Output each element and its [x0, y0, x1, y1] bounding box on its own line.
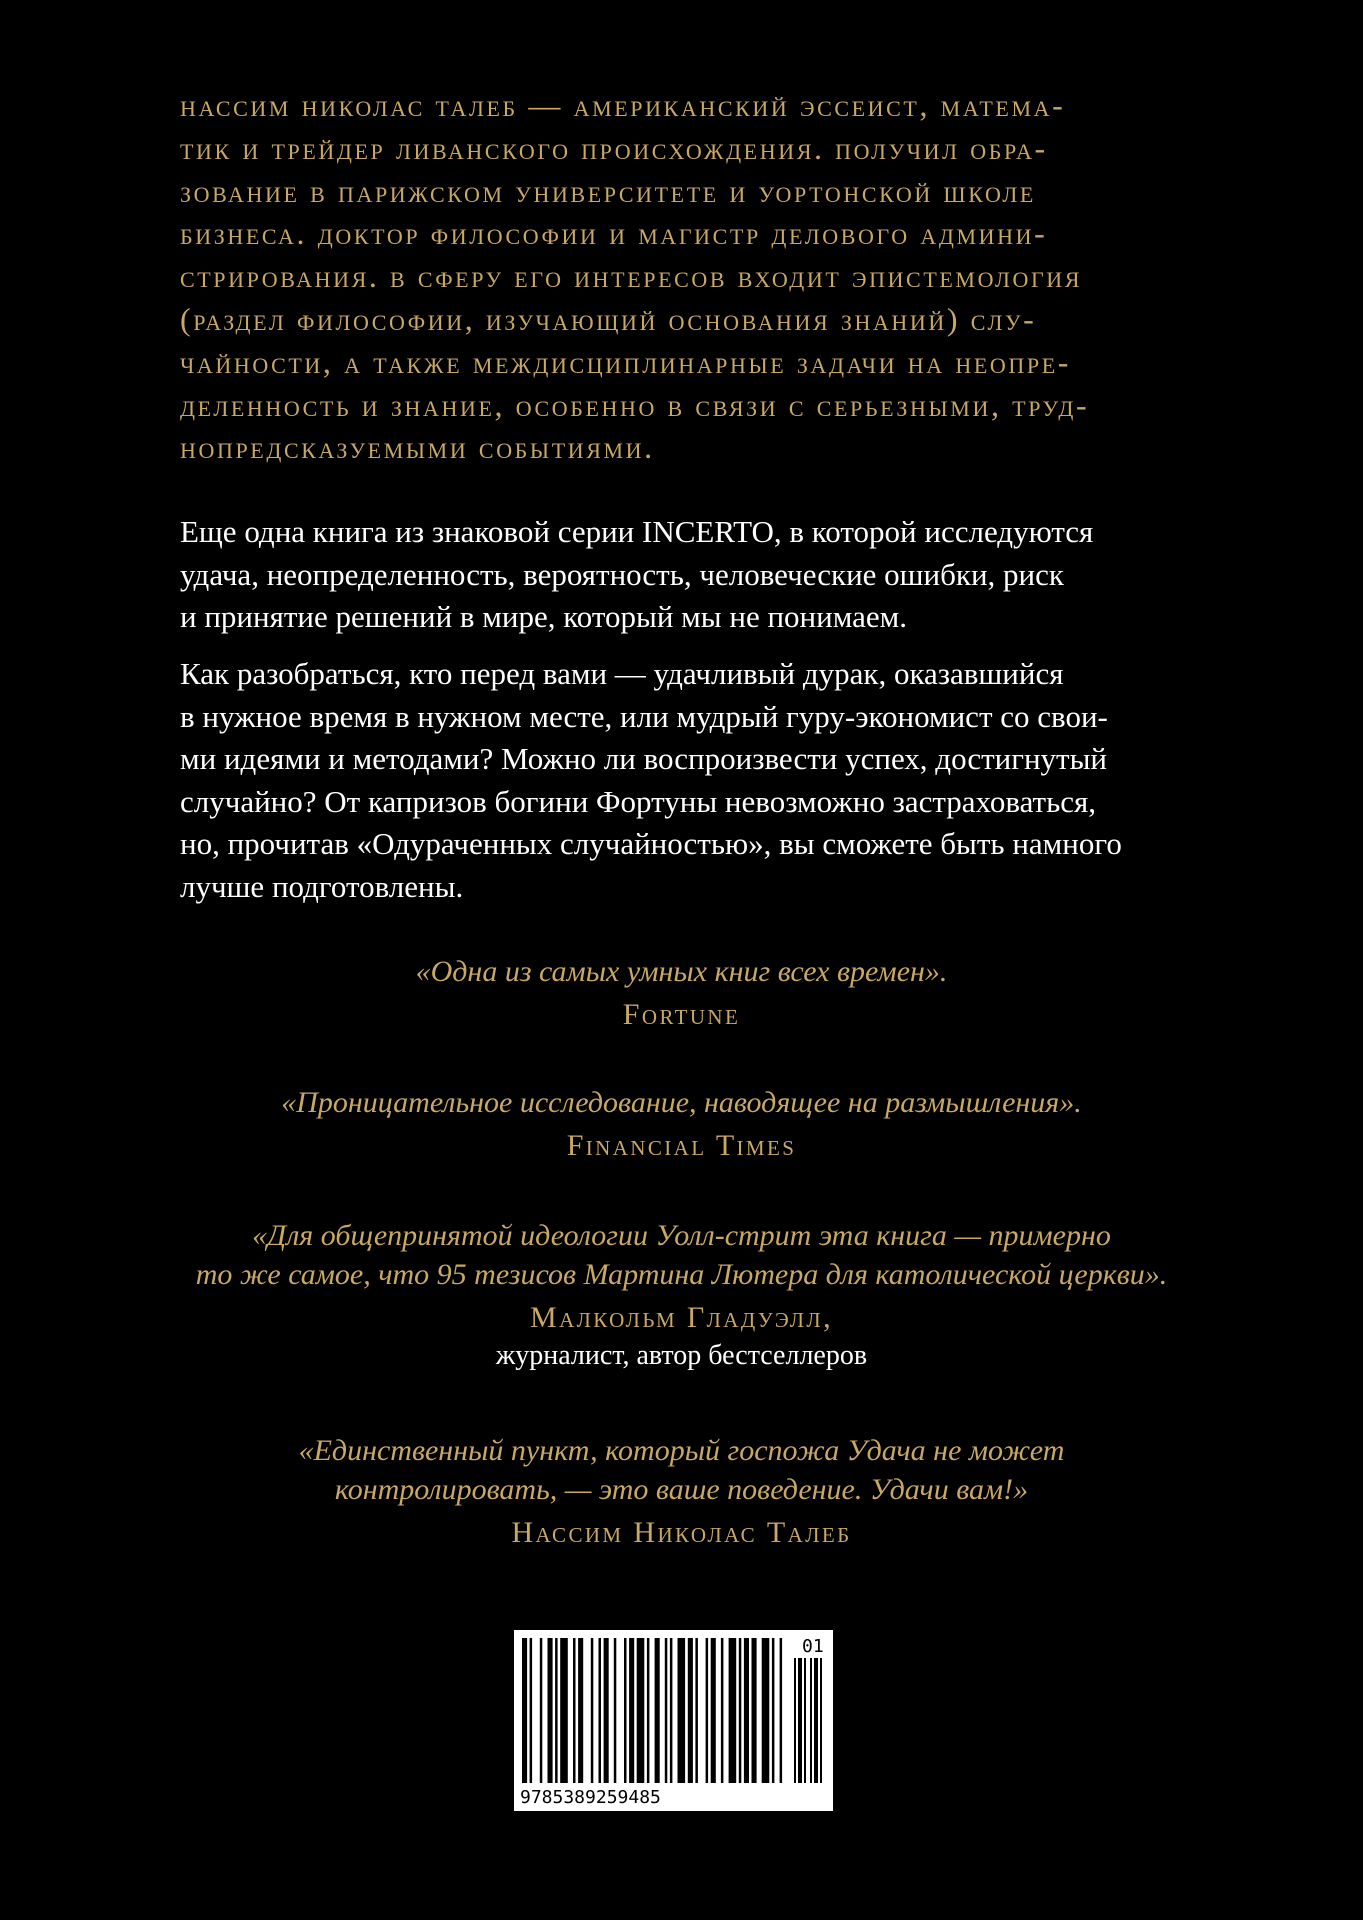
isbn-barcode — [514, 1630, 833, 1811]
barcode-bar — [762, 1638, 770, 1783]
barcode-bar — [711, 1638, 716, 1783]
barcode-graphic — [514, 1630, 833, 1811]
barcode-addon: 01 — [802, 1636, 824, 1657]
bio-line: (раздел философии, изучающий основания знаний) слу- — [180, 300, 1037, 337]
bio-line: бизнеса. доктор философии и магистр делового админи- — [180, 215, 1048, 252]
barcode-addon-bar — [810, 1658, 812, 1783]
barcode-digits: 9785389259485 — [520, 1787, 661, 1808]
barcode-bar — [721, 1638, 724, 1783]
description-line: но, прочитав «Одураченных случайностью», вы сможете быть намного — [180, 826, 1122, 861]
description-line: случайно? От капризов богини Фортуны невозможно застраховаться, — [180, 783, 1097, 819]
barcode-bar — [637, 1638, 645, 1783]
bio-line: чайности, а также междисциплинарные задачи на неопре- — [180, 343, 1071, 380]
quote-text: «Проницательное исследование, наводящее на размышления». — [281, 1086, 1082, 1119]
description-paragraph-1 — [180, 511, 1168, 639]
quote-text: «Одна из самых умных книг всех времен». — [415, 955, 948, 988]
barcode-bar — [655, 1638, 660, 1783]
barcode-bar — [548, 1638, 553, 1783]
description-line: Еще одна книга из знаковой серии INCERTO, в которой исследуются — [180, 514, 1094, 549]
barcode-bar — [780, 1638, 783, 1783]
quote-text: контролировать, — это ваше поведение. Удачи вам!» — [334, 1473, 1029, 1506]
barcode-bar — [744, 1638, 749, 1783]
barcode-bar — [614, 1638, 617, 1783]
barcode-bar — [729, 1638, 737, 1783]
quote-text: то же самое, что 95 тезисов Мартина Лютера для католической церкви». — [195, 1258, 1168, 1291]
bio-line: нассим николас талеб — американский эссеист, матема- — [180, 87, 1066, 123]
barcode-bar — [599, 1638, 602, 1783]
barcode-addon-bar — [798, 1658, 802, 1783]
barcode-bars — [522, 1638, 822, 1783]
quote-text: «Для общепринятой идеологии Уолл-стрит эта книга — примерно — [252, 1219, 1111, 1252]
quote-source: Fortune — [622, 998, 741, 1031]
barcode-bar — [530, 1638, 533, 1783]
description-line: ми идеями и методами? Можно ли воспроизвести успех, достигнутый — [180, 741, 1108, 776]
description-line: и принятие решений в мире, который мы не понимаем. — [180, 599, 908, 634]
barcode-bar — [573, 1638, 576, 1783]
description-paragraph-2 — [180, 653, 1168, 908]
description-line: лучше подготовлены. — [180, 868, 464, 904]
description-line: Как разобраться, кто перед вами — удачливый дурак, оказавшийся — [180, 656, 1064, 691]
barcode-bar — [670, 1638, 673, 1783]
barcode-bar — [647, 1638, 650, 1783]
barcode-bar — [629, 1638, 634, 1783]
review-quote-gladwell — [130, 1216, 1233, 1375]
quote-source-role: журналист, автор бестселлеров — [495, 1340, 868, 1371]
bio-line: деленность и знание, особенно в связи с серьезными, труд- — [180, 386, 1090, 423]
barcode-bar — [578, 1638, 583, 1783]
barcode-addon-bar — [794, 1658, 796, 1783]
barcode-bar — [555, 1638, 558, 1783]
barcode-bar — [678, 1638, 686, 1783]
quote-text: «Единственный пункт, который госпожа Удача не может — [298, 1434, 1065, 1467]
bio-line: тик и трейдер ливанского происхождения. получил обра- — [180, 129, 1048, 166]
quote-source: Financial Times — [566, 1129, 797, 1162]
barcode-bar — [688, 1638, 693, 1783]
review-quote-financial-times — [130, 1083, 1233, 1165]
barcode-bar — [772, 1638, 775, 1783]
barcode-bar — [624, 1638, 627, 1783]
bio-line: стрирования. в сферу его интересов входит эпистемология — [180, 258, 1083, 295]
barcode-bar — [540, 1638, 543, 1783]
barcode-bar — [560, 1638, 568, 1783]
barcode-addon-bar — [820, 1658, 822, 1783]
barcode-bar — [752, 1638, 757, 1783]
description-line: в нужное время в нужном месте, или мудрый гуру-экономист со свои- — [180, 698, 1108, 734]
barcode-bar — [706, 1638, 709, 1783]
bio-line: зование в парижском университете и уортонской школе — [180, 172, 1036, 209]
review-quote-fortune — [130, 952, 1233, 1034]
barcode-bar — [591, 1638, 594, 1783]
bio-line: нопредсказуемыми событиями. — [180, 429, 655, 466]
barcode-bar — [695, 1638, 698, 1783]
author-bio — [180, 84, 1168, 469]
review-quote-taleb — [130, 1431, 1233, 1552]
description-line: удача, неопределенность, вероятность, человеческие ошибки, риск — [180, 556, 1064, 592]
barcode-bar — [739, 1638, 742, 1783]
barcode-addon-bar — [804, 1658, 806, 1783]
quote-source: Малкольм Гладуэлл, — [530, 1301, 833, 1334]
barcode-addon-bar — [814, 1658, 818, 1783]
barcode-bar — [604, 1638, 609, 1783]
quote-source: Нассим Николас Талеб — [511, 1516, 852, 1549]
barcode-bar — [522, 1638, 527, 1783]
barcode-bar — [665, 1638, 668, 1783]
